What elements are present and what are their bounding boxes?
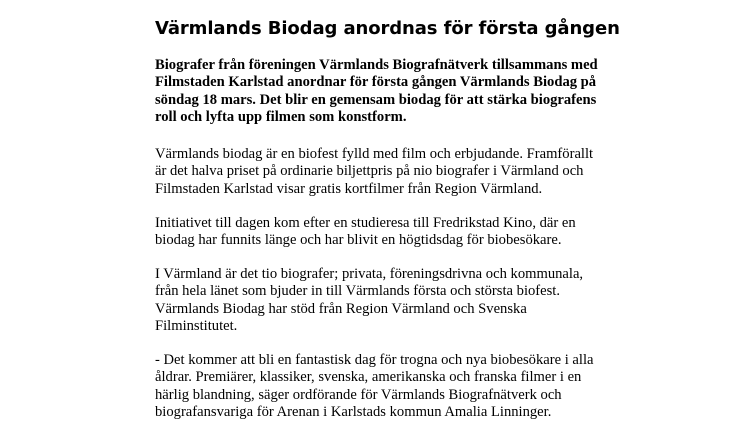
paragraph-line: är det halva priset på ordinarie biljettpris på nio biografer i Värmland och (155, 163, 584, 180)
body-paragraph-initiative (155, 215, 625, 250)
page-title: Värmlands Biodag anordnas för första gången (155, 18, 620, 39)
lead-line: Filmstaden Karlstad anordnar för första gången Värmlands Biodag på (155, 74, 597, 91)
body-paragraph-quote (155, 352, 625, 421)
paragraph-line: biografansvariga för Arenan i Karlstads kommun Amalia Linninger. (155, 403, 552, 420)
paragraph-line: Filmstaden Karlstad visar gratis kortfilmer från Region Värmland. (155, 180, 543, 197)
paragraph-line: biodag har funnits länge och har blivit en högtidsdag för biobesökare. (155, 232, 562, 249)
paragraph-line: Värmlands biodag är en biofest fylld med film och erbjudande. Framförallt (155, 146, 594, 162)
paragraph-line: härlig blandning, säger ordförande för Värmlands Biografnätverk och (155, 386, 562, 403)
lead-paragraph (155, 57, 625, 126)
paragraph-line: från hela länet som bjuder in till Värmlands första och största biofest. (155, 283, 561, 300)
body-paragraph-cinemas (155, 266, 625, 335)
lead-line: Biografer från föreningen Värmlands Biografnätverk tillsammans med (155, 57, 598, 73)
paragraph-line: - Det kommer att bli en fantastisk dag för trogna och nya biobesökare i alla (155, 352, 594, 368)
paragraph-line: Initiativet till dagen kom efter en studieresa till Fredrikstad Kino, där en (155, 215, 576, 231)
body-paragraph-biofest (155, 146, 625, 198)
paragraph-line: åldrar. Premiärer, klassiker, svenska, amerikanska och franska filmer i en (155, 369, 582, 386)
lead-line: roll och lyfta upp filmen som konstform. (155, 108, 407, 125)
paragraph-line: I Värmland är det tio biografer; privata, föreningsdrivna och kommunala, (155, 266, 584, 282)
lead-line: söndag 18 mars. Det blir en gemensam biodag för att stärka biografens (155, 91, 597, 108)
paragraph-line: Filminstitutet. (155, 317, 238, 334)
paragraph-line: Värmlands Biodag har stöd från Region Värmland och Svenska (155, 300, 527, 317)
